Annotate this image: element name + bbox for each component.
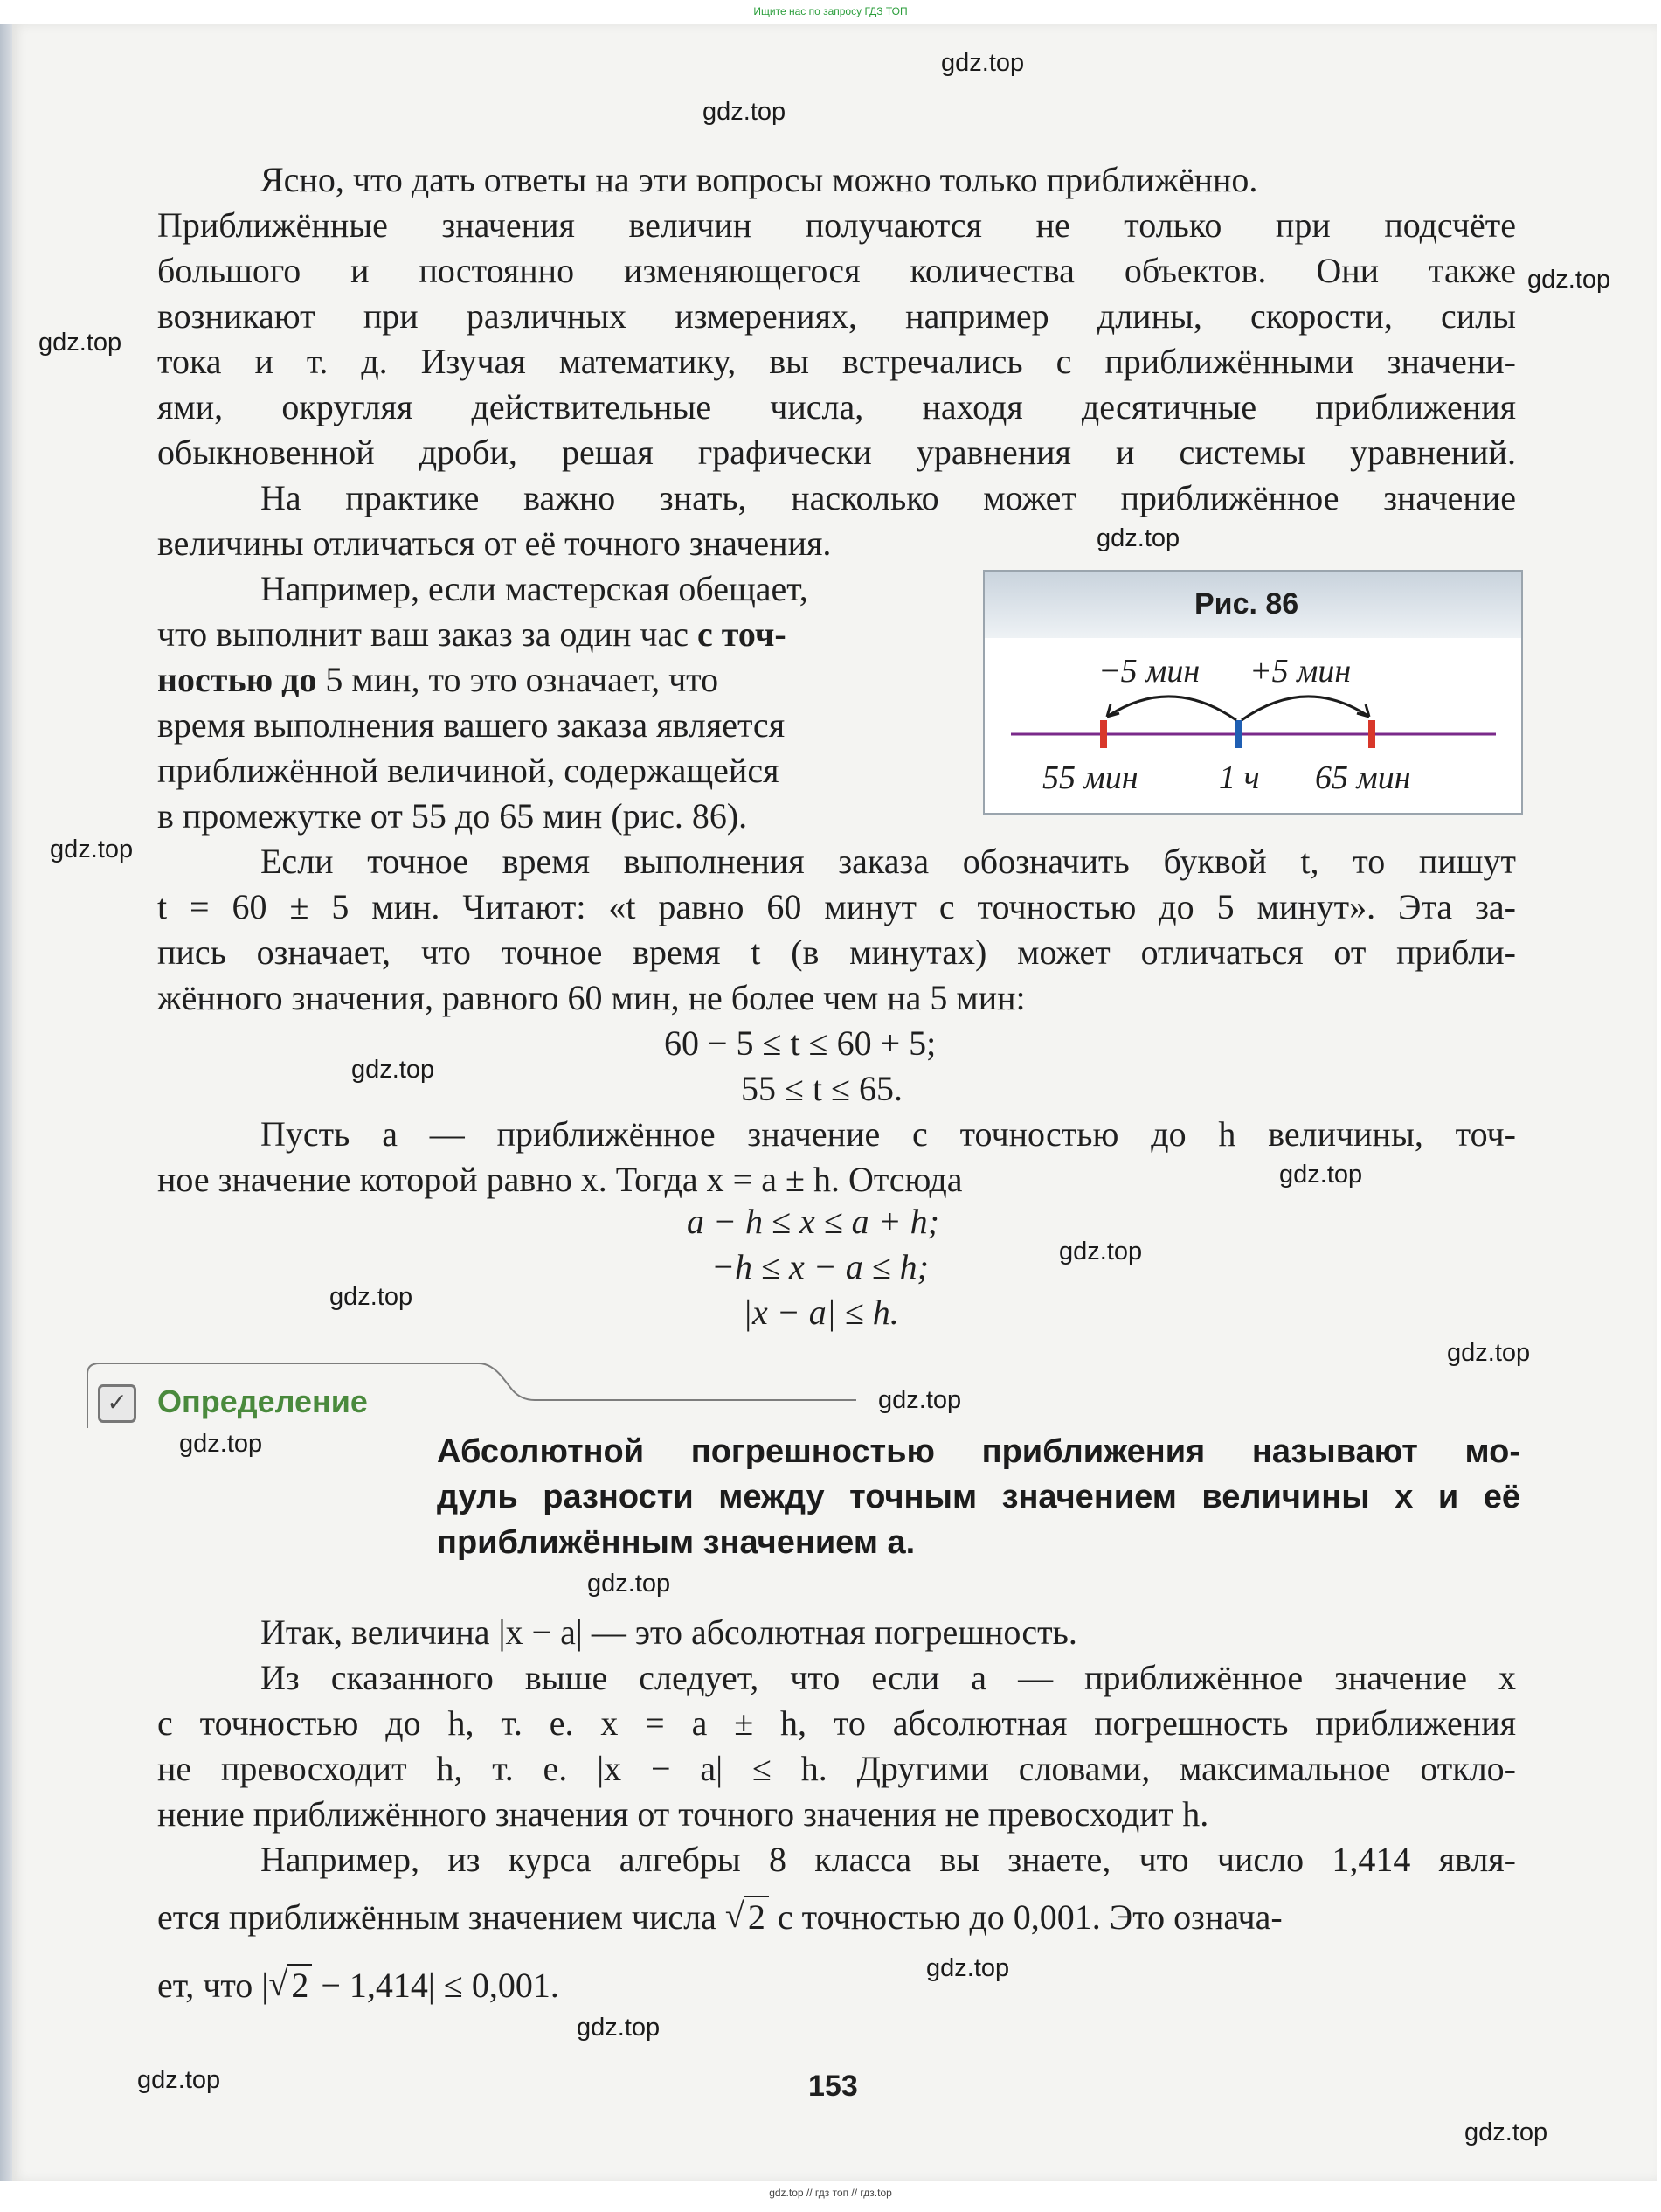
sqrt-expression xyxy=(268,1963,312,2008)
definition-line: дуль разности между точным значением величины x и её xyxy=(437,1479,1520,1515)
top-banner: Ищите нас по запросу ГДЗ ТОП xyxy=(753,5,908,17)
watermark: gdz.top xyxy=(1464,2118,1548,2146)
sqrt-expression xyxy=(725,1895,769,1940)
figure-title: Рис. 86 xyxy=(1194,587,1299,621)
text-line xyxy=(157,1963,1516,2008)
definition-title: Определение xyxy=(157,1383,368,1419)
text-line: ями, округляя действительные числа, находя десятичные приближения xyxy=(157,387,1516,426)
watermark: gdz.top xyxy=(179,1430,263,1458)
text-line xyxy=(157,1895,1516,1940)
watermark: gdz.top xyxy=(941,49,1025,77)
text-span: 5 мин, то это означает, что xyxy=(316,660,719,699)
tick-65 xyxy=(1368,720,1375,748)
label-text: 1 ч xyxy=(1219,759,1260,796)
inequality-line: |x − a| ≤ h. xyxy=(743,1293,899,1332)
paragraph-4 xyxy=(157,839,1516,1021)
inequality-line: 55 ≤ t ≤ 65. xyxy=(741,1069,903,1108)
watermark: gdz.top xyxy=(1527,266,1611,294)
paragraph-6 xyxy=(157,1610,1516,1655)
text-line: в промежутке от 55 до 65 мин (рис. 86). xyxy=(157,796,748,836)
text-line: Например, из курса алгебры 8 класса вы знаете, что число 1,414 явля- xyxy=(260,1840,1516,1879)
text-line: возникают при различных измерениях, например длины, скорости, силы xyxy=(157,296,1516,336)
watermark: gdz.top xyxy=(878,1386,962,1414)
text-line: величины отличаться от её точного значения. xyxy=(157,524,832,563)
text-line: Если точное время выполнения заказа обозначить буквой t, то пишут xyxy=(260,842,1516,881)
bold-term: с точ- xyxy=(697,614,786,654)
text-line xyxy=(157,657,931,703)
text-line: нение приближённого значения от точного значения не превосходит h. xyxy=(157,1794,1209,1834)
label-plus-5 xyxy=(1249,652,1351,690)
text-line: Приближённые значения величин получаются не только при подсчёте xyxy=(157,205,1516,245)
text-line: не превосходит h, т. е. |x − a| ≤ h. Другими словами, максимальное откло- xyxy=(157,1749,1516,1788)
text-span: что выполнит ваш заказ за один час xyxy=(157,614,698,654)
arc-plus xyxy=(1242,697,1369,720)
text-span: − 1,414| ≤ 0,001. xyxy=(312,1966,559,2005)
label-55 xyxy=(1042,759,1138,797)
text-line: большого и постоянно изменяющегося количества объектов. Они также xyxy=(157,251,1516,290)
paragraph-2 xyxy=(157,475,1516,566)
bold-term: ностью до xyxy=(157,660,317,699)
text-line: Например, если мастерская обещает, xyxy=(260,569,808,608)
paragraph-8 xyxy=(157,1837,1516,2008)
text-span: с точностью до 0,001. Это означа- xyxy=(768,1897,1283,1937)
page-number: 153 xyxy=(808,2070,858,2103)
watermark: gdz.top xyxy=(351,1056,435,1084)
paragraph-5 xyxy=(157,1112,1516,1203)
text-line: пись означает, что точное время t (в минутах) может отличаться от прибли- xyxy=(157,933,1516,972)
label-text: 65 мин xyxy=(1315,759,1411,796)
text-line: тока и т. д. Изучая математику, вы встречались с приближёнными значени- xyxy=(157,342,1516,381)
definition-line: приближённым значением a. xyxy=(437,1524,916,1561)
inequality-line: 60 − 5 ≤ t ≤ 60 + 5; xyxy=(664,1023,937,1063)
tick-55 xyxy=(1100,720,1107,748)
label-text: +5 мин xyxy=(1249,653,1352,690)
text-line: время выполнения вашего заказа является xyxy=(157,705,786,745)
text-line: На практике важно знать, насколько может приближённое значение xyxy=(260,478,1516,517)
watermark: gdz.top xyxy=(137,2066,221,2094)
text-span: ется приближённым значением числа xyxy=(157,1897,725,1937)
check-icon: ✓ xyxy=(98,1384,136,1423)
paragraph-7 xyxy=(157,1655,1516,1837)
label-text: −5 мин xyxy=(1098,653,1201,690)
radical-sign: √ xyxy=(724,1896,744,1935)
definition-text xyxy=(437,1429,1520,1565)
text-line: ное значение которой равно x. Тогда x = a ± h. Отсюда xyxy=(157,1160,963,1199)
definition-line: Абсолютной погрешностью приближения называют мо- xyxy=(437,1433,1520,1470)
text-line: Из сказанного выше следует, что если a — приближённое значение x xyxy=(260,1658,1516,1697)
text-line: с точностью до h, т. е. x = a ± h, то абсолютная погрешность приближения xyxy=(157,1703,1516,1743)
text-line: жённого значения, равного 60 мин, не более чем на 5 мин: xyxy=(157,978,1026,1017)
watermark: gdz.top xyxy=(329,1283,413,1311)
text-line xyxy=(157,612,931,657)
text-line: t = 60 ± 5 мин. Читают: «t равно 60 минут с точностью до 5 минут». Эта за- xyxy=(157,887,1516,926)
watermark: gdz.top xyxy=(38,329,122,357)
watermark: gdz.top xyxy=(587,1570,671,1598)
watermark: gdz.top xyxy=(577,2014,661,2042)
tick-60 xyxy=(1235,720,1242,748)
inequality-line: −h ≤ x − a ≤ h; xyxy=(711,1247,929,1286)
watermark: gdz.top xyxy=(1447,1339,1531,1367)
watermark: gdz.top xyxy=(50,836,134,863)
watermark: gdz.top xyxy=(1059,1238,1143,1265)
watermark: gdz.top xyxy=(1279,1161,1363,1189)
paragraph-1 xyxy=(157,157,1516,475)
label-text: 55 мин xyxy=(1042,759,1138,796)
text-line: обыкновенной дроби, решая графически уравнения и системы уравнений. xyxy=(157,433,1516,472)
arc-minus xyxy=(1107,697,1236,720)
text-span: ет, что | xyxy=(157,1966,269,2005)
text-line: Пусть a — приближённое значение с точностью до h величины, точ- xyxy=(260,1114,1516,1154)
radical-sign: √ xyxy=(268,1964,288,2003)
bottom-banner: gdz.top // гдз топ // гдз.top xyxy=(769,2187,892,2199)
paragraph-3 xyxy=(157,566,931,839)
watermark: gdz.top xyxy=(926,1954,1010,1982)
label-65 xyxy=(1315,759,1411,797)
watermark: gdz.top xyxy=(702,98,786,126)
text-line: Ясно, что дать ответы на эти вопросы можно только приближённо. xyxy=(260,160,1258,199)
label-minus-5 xyxy=(1098,652,1200,690)
watermark: gdz.top xyxy=(1097,524,1180,552)
radicand: 2 xyxy=(287,1964,312,2005)
text-line: приближённой величиной, содержащейся xyxy=(157,751,779,790)
text-line: Итак, величина |x − a| — это абсолютная погрешность. xyxy=(260,1612,1077,1652)
radicand: 2 xyxy=(744,1896,769,1937)
inequality-line: a − h ≤ x ≤ a + h; xyxy=(687,1202,939,1241)
figure-86 xyxy=(983,570,1523,815)
label-1h xyxy=(1219,759,1260,797)
